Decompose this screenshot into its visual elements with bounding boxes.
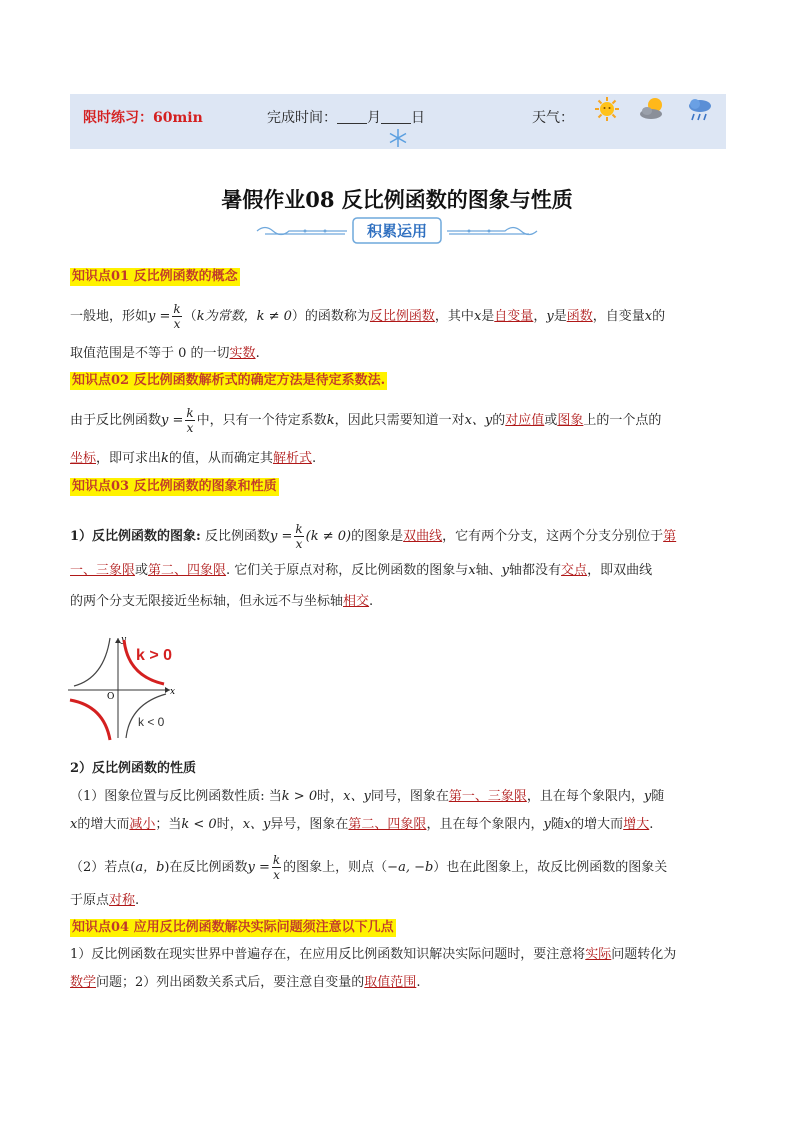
day-blank [381, 111, 411, 124]
k-negative-label: k < 0 [138, 715, 165, 729]
page-title: 暑假作业08 反比例函数的图象与性质 [221, 187, 573, 212]
kp3-p2-heading: 2）反比例函数的性质 [70, 761, 197, 776]
day-label: 日 [411, 110, 425, 126]
kp4-line1: 1）反比例函数在现实世界中普遍存在，在应用反比例函数知识解决实际问题时，要注意将实际问题转化为 [70, 947, 677, 962]
partly-cloudy-icon [638, 96, 668, 122]
kp3-p1-line2: 一、三象限或第二、四象限. 它们关于原点对称，反比例函数的图象与x轴、y轴都没有交点，即双曲线 [70, 563, 653, 578]
k-positive-label: k > 0 [136, 647, 173, 664]
y-axis-label: y [121, 635, 127, 645]
header-box [70, 94, 726, 149]
done-label: 完成时间： [267, 110, 337, 126]
x-axis-label: x [170, 687, 176, 697]
kp2-line1: 由于反比例函数y = $\frac{k}{x}$ 中，只有一个待定系数k，因此只需要知道一对x、y的对应值或图象上的一个点的 [70, 406, 662, 435]
kp1-line2: 取值范围是不等于 0 的一切实数. [70, 346, 260, 361]
kp3-p1-line1: 1）反比例函数的图象: 反比例函数y = $\frac{k}{x}$ (k ≠ 0)的图象是双曲线，它有两个分支，这两个分支分别位于第 [70, 522, 677, 551]
time-limit: 限时练习：60min [83, 110, 203, 126]
pos-branch-q3 [70, 700, 110, 740]
snowflake-icon [388, 128, 408, 148]
kp2-line2: 坐标，即可求出k的值，从而确定其解析式. [70, 451, 317, 466]
kp4-line2: 数学问题；2）列出函数关系式后，要注意自变量的取值范围. [70, 975, 421, 990]
kp3-heading: 知识点03 反比例函数的图象和性质 [72, 479, 277, 494]
kp3-p2-line2: x的增大而减小；当k < 0时，x、y异号，图象在第二、四象限，且在每个象限内，y随x的增大而增大. [70, 817, 654, 832]
fraction: $\frac{k}{x}$ [186, 406, 194, 435]
kp2-heading: 知识点02 反比例函数解析式的确定方法是待定系数法. [72, 373, 386, 388]
kp3-p1-line3: 的两个分支无限接近坐标轴，但永远不与坐标轴相交. [70, 594, 374, 609]
kp3-p3-line1: （2）若点(a，b)在反比例函数y = $\frac{k}{x}$ 的图象上，则点（−a, −b）也在此图象上，故反比例函数的图象关 [70, 853, 668, 882]
sun-icon [594, 96, 620, 122]
origin-label: O [107, 692, 115, 702]
fraction: $\frac{k}{x}$ [272, 853, 281, 882]
month-blank [337, 111, 367, 124]
neg-branch-q2 [74, 638, 110, 686]
kp1-heading: 知识点01 反比例函数的概念 [72, 269, 238, 284]
fraction: $\frac{k}{x}$ [173, 302, 181, 331]
rain-cloud-icon [686, 96, 714, 124]
fraction: $\frac{k}{x}$ [295, 522, 303, 551]
weather-label: 天气： [532, 110, 574, 126]
month-label: 月 [367, 110, 381, 126]
kp1-line1: 一般地，形如y = $\frac{k}{x}$ （k为常数，k ≠ 0）的函数称为反比例函数，其中x是自变量，y是函数，自变量x的 [70, 302, 666, 331]
kp3-p3-line2: 于原点对称. [70, 893, 140, 908]
section-ribbon [255, 216, 539, 246]
hyperbola-graph [66, 632, 186, 744]
kp4-heading: 知识点04 应用反比例函数解决实际问题须注意以下几点 [72, 920, 394, 935]
ribbon-label: 积累运用 [366, 223, 428, 240]
kp3-p2-line1: （1）图象位置与反比例函数性质: 当k > 0时，x、y同号，图象在第一、三象限，且在每个象限内，y随 [70, 789, 665, 804]
completion-time [267, 107, 425, 127]
